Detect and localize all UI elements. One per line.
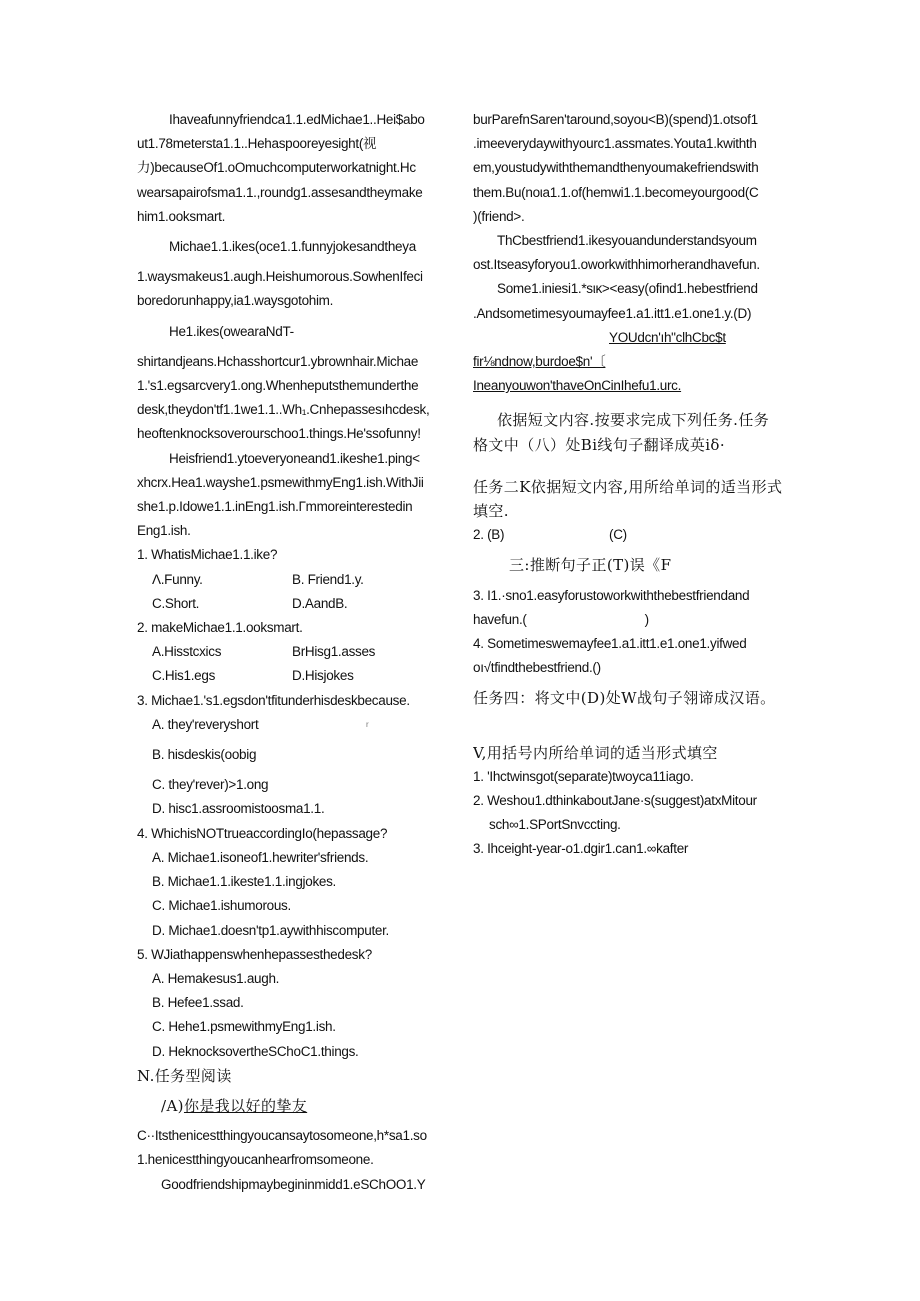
underlined-sentence: YOUdcn'ıh"clhCbc$t [609, 329, 726, 345]
question-text: 4. WhichisNOTtrueaccordingIo(hepassage? [137, 825, 388, 841]
statement-3: 3. I1.·sno1.easyforustoworkwiththebestfriendand [473, 587, 750, 603]
task-2-instruction: 任务二K依据短文内容,用所给单词的适当形式 [473, 477, 783, 496]
text-line: .Andsometimesyoumayfee1.a1.itt1.e1.one1.y.(D) [473, 305, 752, 321]
passage-paragraph-4 [137, 447, 455, 544]
passage-paragraph-5 [473, 108, 793, 229]
right-column [473, 108, 793, 862]
option-d: D.Hisjokes [292, 668, 354, 684]
text-line: Some1.iniesi1.*sιĸ><easy(ofind1.hebestfriend [497, 281, 758, 297]
option-d: D. HeknocksovertheSChoC1.things. [152, 1043, 359, 1059]
text-line: boredorunhappy,ia1.waysgotohim. [137, 293, 334, 309]
question-1 [137, 543, 455, 616]
option-b: B. Friend1.y. [292, 571, 364, 587]
text-line: them.Bu(noιa1.1.of(hemwi1.1.becomeyourgood(C [473, 184, 759, 200]
task-3-instruction: 三:推断句子正(T)误《F [509, 556, 672, 575]
option-a: A.Hisstcxics [152, 644, 222, 660]
underlined-sentence: fir⅛ndnow,burdoe$n'〔 [473, 354, 606, 370]
option-d: D.AandB. [292, 595, 348, 611]
task-2-answers [473, 523, 793, 547]
text-line: shirtandjeans.Hchasshortcur1.ybrownhair.Michae [137, 353, 419, 369]
question-text: 1. WhatisMichae1.1.ike? [137, 547, 278, 563]
statement-4: 4. Sometimeswemayfee1.a1.itt1.e1.one1.yifwed [473, 636, 747, 652]
passage-paragraph-7 [473, 277, 793, 398]
section-heading: N.任务型阅读 [137, 1066, 232, 1085]
text-line: Ihaveafunnyfriendca1.1.edMichae1..Hei$abo [169, 112, 425, 127]
text-line: she1.p.Idowe1.1.inEng1.ish.Γmmoreinterestedin [137, 499, 413, 515]
text-line: ost.Itseasyforyou1.oworkwithhimorherandhavefun. [473, 257, 760, 273]
fill-question-2: 2. Weshou1.dthinkaboutJane·s(suggest)atxMitour [473, 793, 757, 809]
text-line: ut1.78metersta1.1..Hehaspooreyesight(视 [137, 136, 377, 152]
text-line: Michae1.1.ikes(oce1.1.funnyjokesandtheya [169, 239, 416, 255]
text-line: C··Itsthenicestthingyoucansaytosomeone,h*sa1.so [137, 1128, 427, 1144]
option-b: BrHisg1.asses [292, 644, 376, 660]
option-a: A. Hemakesus1.augh. [152, 970, 280, 986]
task-1-instruction-cont: 格文中（八）处Bi线句子翻译成英iδ· [473, 435, 726, 454]
text-line: 1.'s1.egsarcvery1.ong.Whenheputsthemunderthe [137, 378, 419, 394]
text-line: ThCbestfriend1.ikesyouandunderstandsyoum [497, 233, 757, 249]
option-row [137, 568, 455, 592]
text-line: He1.ikes(owearaNdT- [169, 323, 294, 339]
option-row [137, 640, 455, 664]
statement-3-text: havefun.( [473, 611, 527, 627]
text-line: him1.ooksmart. [137, 208, 226, 224]
passage-paragraph-3 [137, 320, 455, 447]
text-line: .imeeverydaywithyourc1.assmates.Youta1.kwithth [473, 136, 757, 152]
task-2-instruction-cont: 填空. [473, 502, 509, 521]
option-c: C.His1.egs [152, 668, 216, 684]
question-2 [137, 616, 455, 689]
text-line: )(friend>. [473, 208, 525, 224]
text-line: Heisfriend1.ytoeveryoneand1.ikeshe1.ping< [169, 450, 420, 466]
text-line: em,youstudywiththemandthenyoumakefriendswith [473, 160, 759, 176]
text-line: wearsapairofsma1.1.,roundg1.assesandtheymake [137, 184, 423, 200]
question-3 [137, 689, 455, 822]
text-line: Eng1.ish. [137, 523, 191, 539]
option-d: D. Michae1.doesn'tp1.aywithhiscomputer. [152, 922, 390, 938]
statement-3-cont [473, 608, 793, 632]
option-b: B. hisdeskis(oobig [152, 747, 257, 763]
fill-question-3: 3. Ihceight-year-o1.dgir1.can1.∞kafter [473, 841, 689, 857]
text-line: 力)becauseOf1.oOmuchcomputerworkatnight.Hc [137, 160, 416, 176]
option-a: A. they'reveryshort [152, 716, 259, 732]
option-b: B. Michae1.1.ikeste1.1.ingjokes. [152, 874, 337, 890]
option-row [137, 664, 455, 688]
question-4 [137, 822, 455, 943]
text-line: Goodfriendshipmaybegininmidd1.eSChOO1.Y [161, 1176, 426, 1192]
passage-paragraph-2 [137, 235, 455, 314]
option-c: C.Short. [152, 595, 200, 611]
text-line: xhcrx.Hea1.wayshe1.psmewithmyEng1.ish.WithJii [137, 474, 424, 490]
passage-paragraph-6 [473, 229, 793, 277]
underlined-sentence: Ineanyouwon'thaveOnCinIhefu1.urc. [473, 378, 682, 394]
text-line: 1.waysmakeus1.augh.Heishumorous.SowhenIfeci [137, 269, 423, 285]
question-text: 5. WJiathappenswhenhepassesthedesk? [137, 946, 372, 962]
fill-question-2-cont: sch∞1.SPortSnvccting. [489, 817, 621, 833]
option-d: D. hisc1.assroomistoosma1.1. [152, 801, 325, 817]
text-line: desk,theydon'tf1.1we1.1..Wh₁.Cnhepassesıhcdesk, [137, 402, 430, 418]
answer-b: 2. (B) [473, 527, 505, 543]
stray-mark: r [366, 720, 369, 729]
option-a: Λ.Funny. [152, 571, 203, 587]
option-b: B. Hefee1.ssad. [152, 995, 244, 1011]
text-line: 1.henicestthingyoucanhearfromsomeone. [137, 1152, 374, 1168]
option-c: C. they'rever)˃1.ong [152, 777, 269, 793]
text-line: burParefnSaren'taround,soyou<B)(spend)1.otsof1 [473, 112, 758, 127]
question-text: 3. Michae1.'s1.egsdon'tfitunderhisdeskbecause. [137, 692, 410, 708]
left-column [137, 108, 455, 1197]
task-1-instruction: 依据短文内容.按要求完成下列任务.任务 [497, 411, 770, 430]
task-4-instruction: 任务四：将文中(D)处W战句子翎谛成汉语。 [473, 689, 776, 708]
option-c: C. Hehe1.psmewithmyEng1.ish. [152, 1019, 336, 1035]
statement-4-cont: oı√tfindthebestfriend.() [473, 660, 601, 676]
option-c: C. Michae1.ishumorous. [152, 898, 291, 914]
subtitle-prefix: /A) [161, 1096, 184, 1115]
section-5-heading: V,用括号内所给单词的适当形式填空 [473, 743, 718, 762]
option-row [137, 592, 455, 616]
answer-c: (C) [609, 527, 627, 543]
bracket-close: ) [644, 611, 649, 627]
fill-question-1: 1. 'Ihctwinsgot(separate)twoyca11iago. [473, 768, 694, 784]
passage-paragraph-1 [137, 108, 455, 229]
question-5 [137, 943, 455, 1064]
option-a: A. Michae1.isoneof1.hewriter'sfriends. [152, 849, 369, 865]
text-line: heoftenknocksoverourschoo1.things.He'ssofunny! [137, 426, 421, 442]
subtitle-text: 你是我以好的挚友 [183, 1096, 308, 1115]
question-text: 2. makeMichae1.1.ooksmart. [137, 620, 303, 636]
passage-subtitle [137, 1094, 455, 1118]
